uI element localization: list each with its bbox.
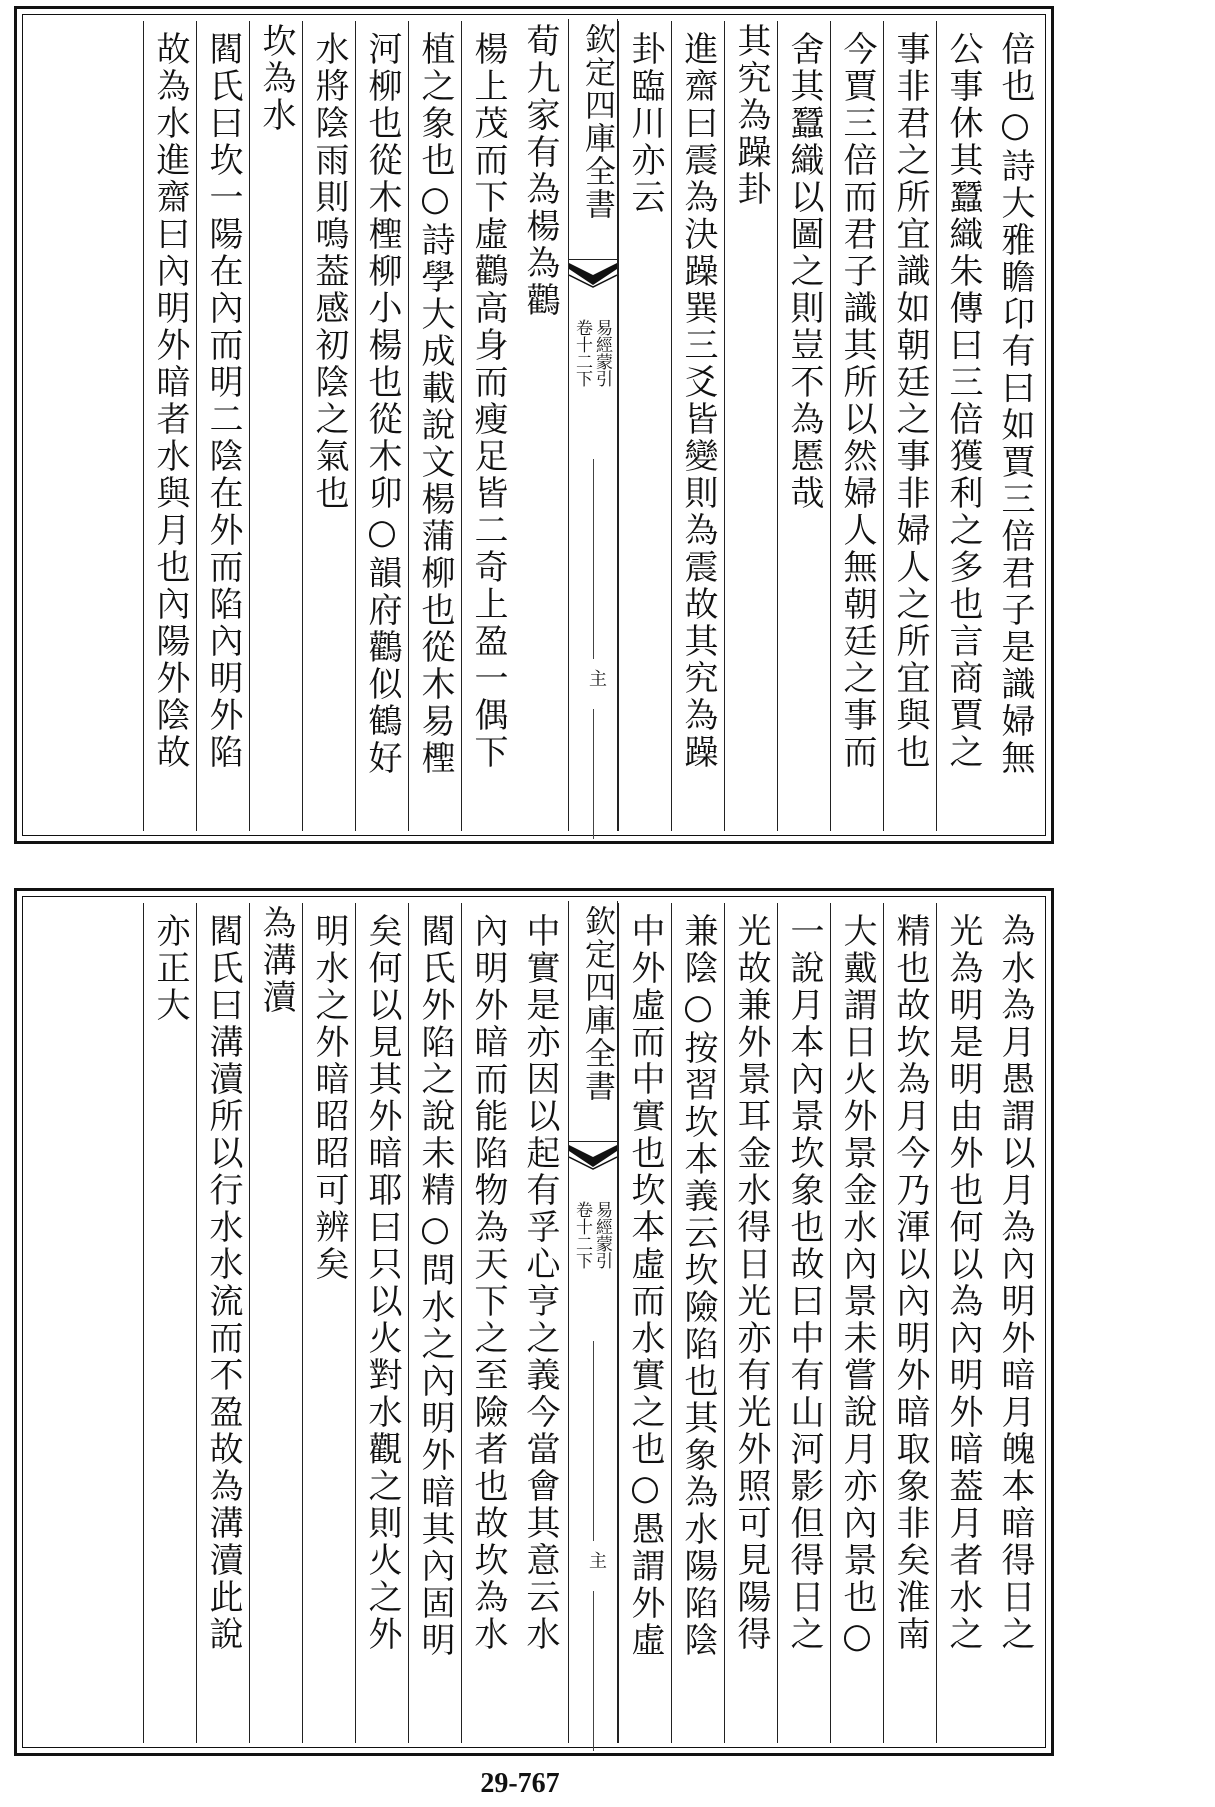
- text-column: [830, 903, 882, 1743]
- banner-title: 欽定四庫全書: [579, 905, 615, 1103]
- text-column: [143, 21, 195, 831]
- bottom-page-panel: [14, 888, 1054, 1756]
- banner-rule: [593, 459, 594, 659]
- text-column: [724, 903, 776, 1743]
- column-heading: 其究為躁卦: [731, 23, 771, 208]
- text-column: [618, 903, 670, 1743]
- text-column: [883, 21, 935, 831]
- column-text: 兼陰○按習坎本義云坎險陷也其象為水陽陷陰: [678, 913, 718, 1659]
- text-column: [408, 903, 460, 1743]
- column-text: 矣何以見其外暗耶曰只以火對水觀之則火之外: [362, 913, 402, 1653]
- text-column: [461, 903, 513, 1743]
- column-text: 河柳也從木檉柳小楊也從木卯○韻府鸛似鶴好: [362, 31, 402, 777]
- banner-page-number: 主: [586, 1551, 607, 1569]
- column-text: 公事休其蠶織朱傳曰三倍獲利之多也言商賈之: [943, 31, 983, 771]
- text-column: [883, 903, 935, 1743]
- banner-book: 易經蒙引: [592, 1201, 612, 1269]
- column-text: 精也故坎為月今乃渾以內明外暗取象非矣淮南: [890, 913, 930, 1653]
- banner-volume: 卷十二下: [572, 319, 592, 387]
- column-heading: 坎為水: [256, 23, 296, 134]
- center-banner: [568, 19, 618, 831]
- banner-title-box: [569, 901, 617, 1142]
- text-column: [989, 903, 1041, 1743]
- text-column: [249, 21, 301, 831]
- text-column: [777, 903, 829, 1743]
- text-column: [143, 903, 195, 1743]
- text-column: [830, 21, 882, 831]
- text-column: [989, 21, 1041, 831]
- banner-book: 易經蒙引: [592, 319, 612, 387]
- column-text: 故為水進齋曰內明外暗者水與月也內陽外陰故: [150, 31, 190, 771]
- text-column: [461, 21, 513, 831]
- column-text: 今賈三倍而君子識其所以然婦人無朝廷之事而: [837, 31, 877, 771]
- column-text: 亦正大: [150, 913, 190, 1024]
- text-column: [671, 21, 723, 831]
- top-page-frame: [22, 14, 1046, 836]
- column-text: 明水之外暗昭昭可辨矣: [309, 913, 349, 1283]
- banner-page-number: 主: [586, 669, 607, 687]
- text-column: [936, 903, 988, 1743]
- column-text: 事非君之所宜識如朝廷之事非婦人之所宜與也: [890, 31, 930, 771]
- top-page-panel: [14, 6, 1054, 844]
- banner-volume: 卷十二下: [572, 1201, 592, 1269]
- column-text: 中實是亦因以起有孚心亨之義今當會其意云水: [520, 913, 560, 1653]
- text-column: [777, 21, 829, 831]
- text-column: [196, 21, 248, 831]
- column-text: 為水為月愚謂以月為內明外暗月魄本暗得日之: [995, 913, 1035, 1653]
- bottom-page-frame: [22, 896, 1046, 1748]
- text-column: [514, 903, 566, 1743]
- text-column: [936, 21, 988, 831]
- column-text: 卦臨川亦云: [625, 31, 665, 216]
- text-column: [302, 903, 354, 1743]
- column-text: 楊上茂而下虛鸛高身而瘦足皆二奇上盈一偶下: [468, 31, 508, 771]
- banner-rule: [593, 1591, 594, 1751]
- text-column: [514, 21, 566, 831]
- text-column: [724, 21, 776, 831]
- text-column: [618, 21, 670, 831]
- column-heading: 為溝瀆: [256, 905, 296, 1016]
- column-heading: 荀九家有為楊為鸛: [520, 23, 560, 319]
- fishtail-ornament-icon: [569, 1143, 617, 1171]
- column-text: 植之象也○詩學大成載說文楊蒲柳也從木易檉: [415, 31, 455, 777]
- column-text: 進齋曰震為決躁巽三爻皆變則為震故其究為躁: [678, 31, 718, 771]
- banner-rule: [593, 1341, 594, 1541]
- banner-title: 欽定四庫全書: [579, 23, 615, 221]
- text-column: [196, 903, 248, 1743]
- column-text: 一說月本內景坎象也故曰中有山河影但得日之: [784, 913, 824, 1653]
- text-column: [355, 903, 407, 1743]
- column-text: 大戴謂日火外景金水內景未嘗說月亦內景也○: [837, 913, 877, 1659]
- text-column: [249, 903, 301, 1743]
- column-text: 光故兼外景耳金水得日光亦有光外照可見陽得: [731, 913, 771, 1653]
- column-text: 光為明是明由外也何以為內明外暗葢月者水之: [943, 913, 983, 1653]
- banner-title-box: [569, 19, 617, 260]
- page-number-footer: 29-767: [480, 1768, 560, 1799]
- column-text: 倍也○詩大雅瞻卬有曰如賈三倍君子是識婦無: [995, 31, 1035, 777]
- column-text: 閻氏曰溝瀆所以行水水流而不盈故為溝瀆此說: [203, 913, 243, 1653]
- center-banner: [568, 901, 618, 1743]
- text-column: [408, 21, 460, 831]
- text-column: [671, 903, 723, 1743]
- text-column: [302, 21, 354, 831]
- column-text: 中外虛而中實也坎本虛而水實之也○愚謂外虛: [625, 913, 665, 1659]
- column-text: 舍其蠶織以圖之則豈不為慝哉: [784, 31, 824, 512]
- fishtail-ornament-icon: [569, 261, 617, 289]
- column-text: 閻氏曰坎一陽在內而明二陰在外而陷內明外陷: [203, 31, 243, 771]
- column-text: 內明外暗而能陷物為天下之至險者也故坎為水: [468, 913, 508, 1653]
- banner-rule: [593, 709, 594, 839]
- column-text: 閻氏外陷之說未精○問水之內明外暗其內固明: [415, 913, 455, 1659]
- text-column: [355, 21, 407, 831]
- column-text: 水將陰雨則鳴葢感初陰之氣也: [309, 31, 349, 512]
